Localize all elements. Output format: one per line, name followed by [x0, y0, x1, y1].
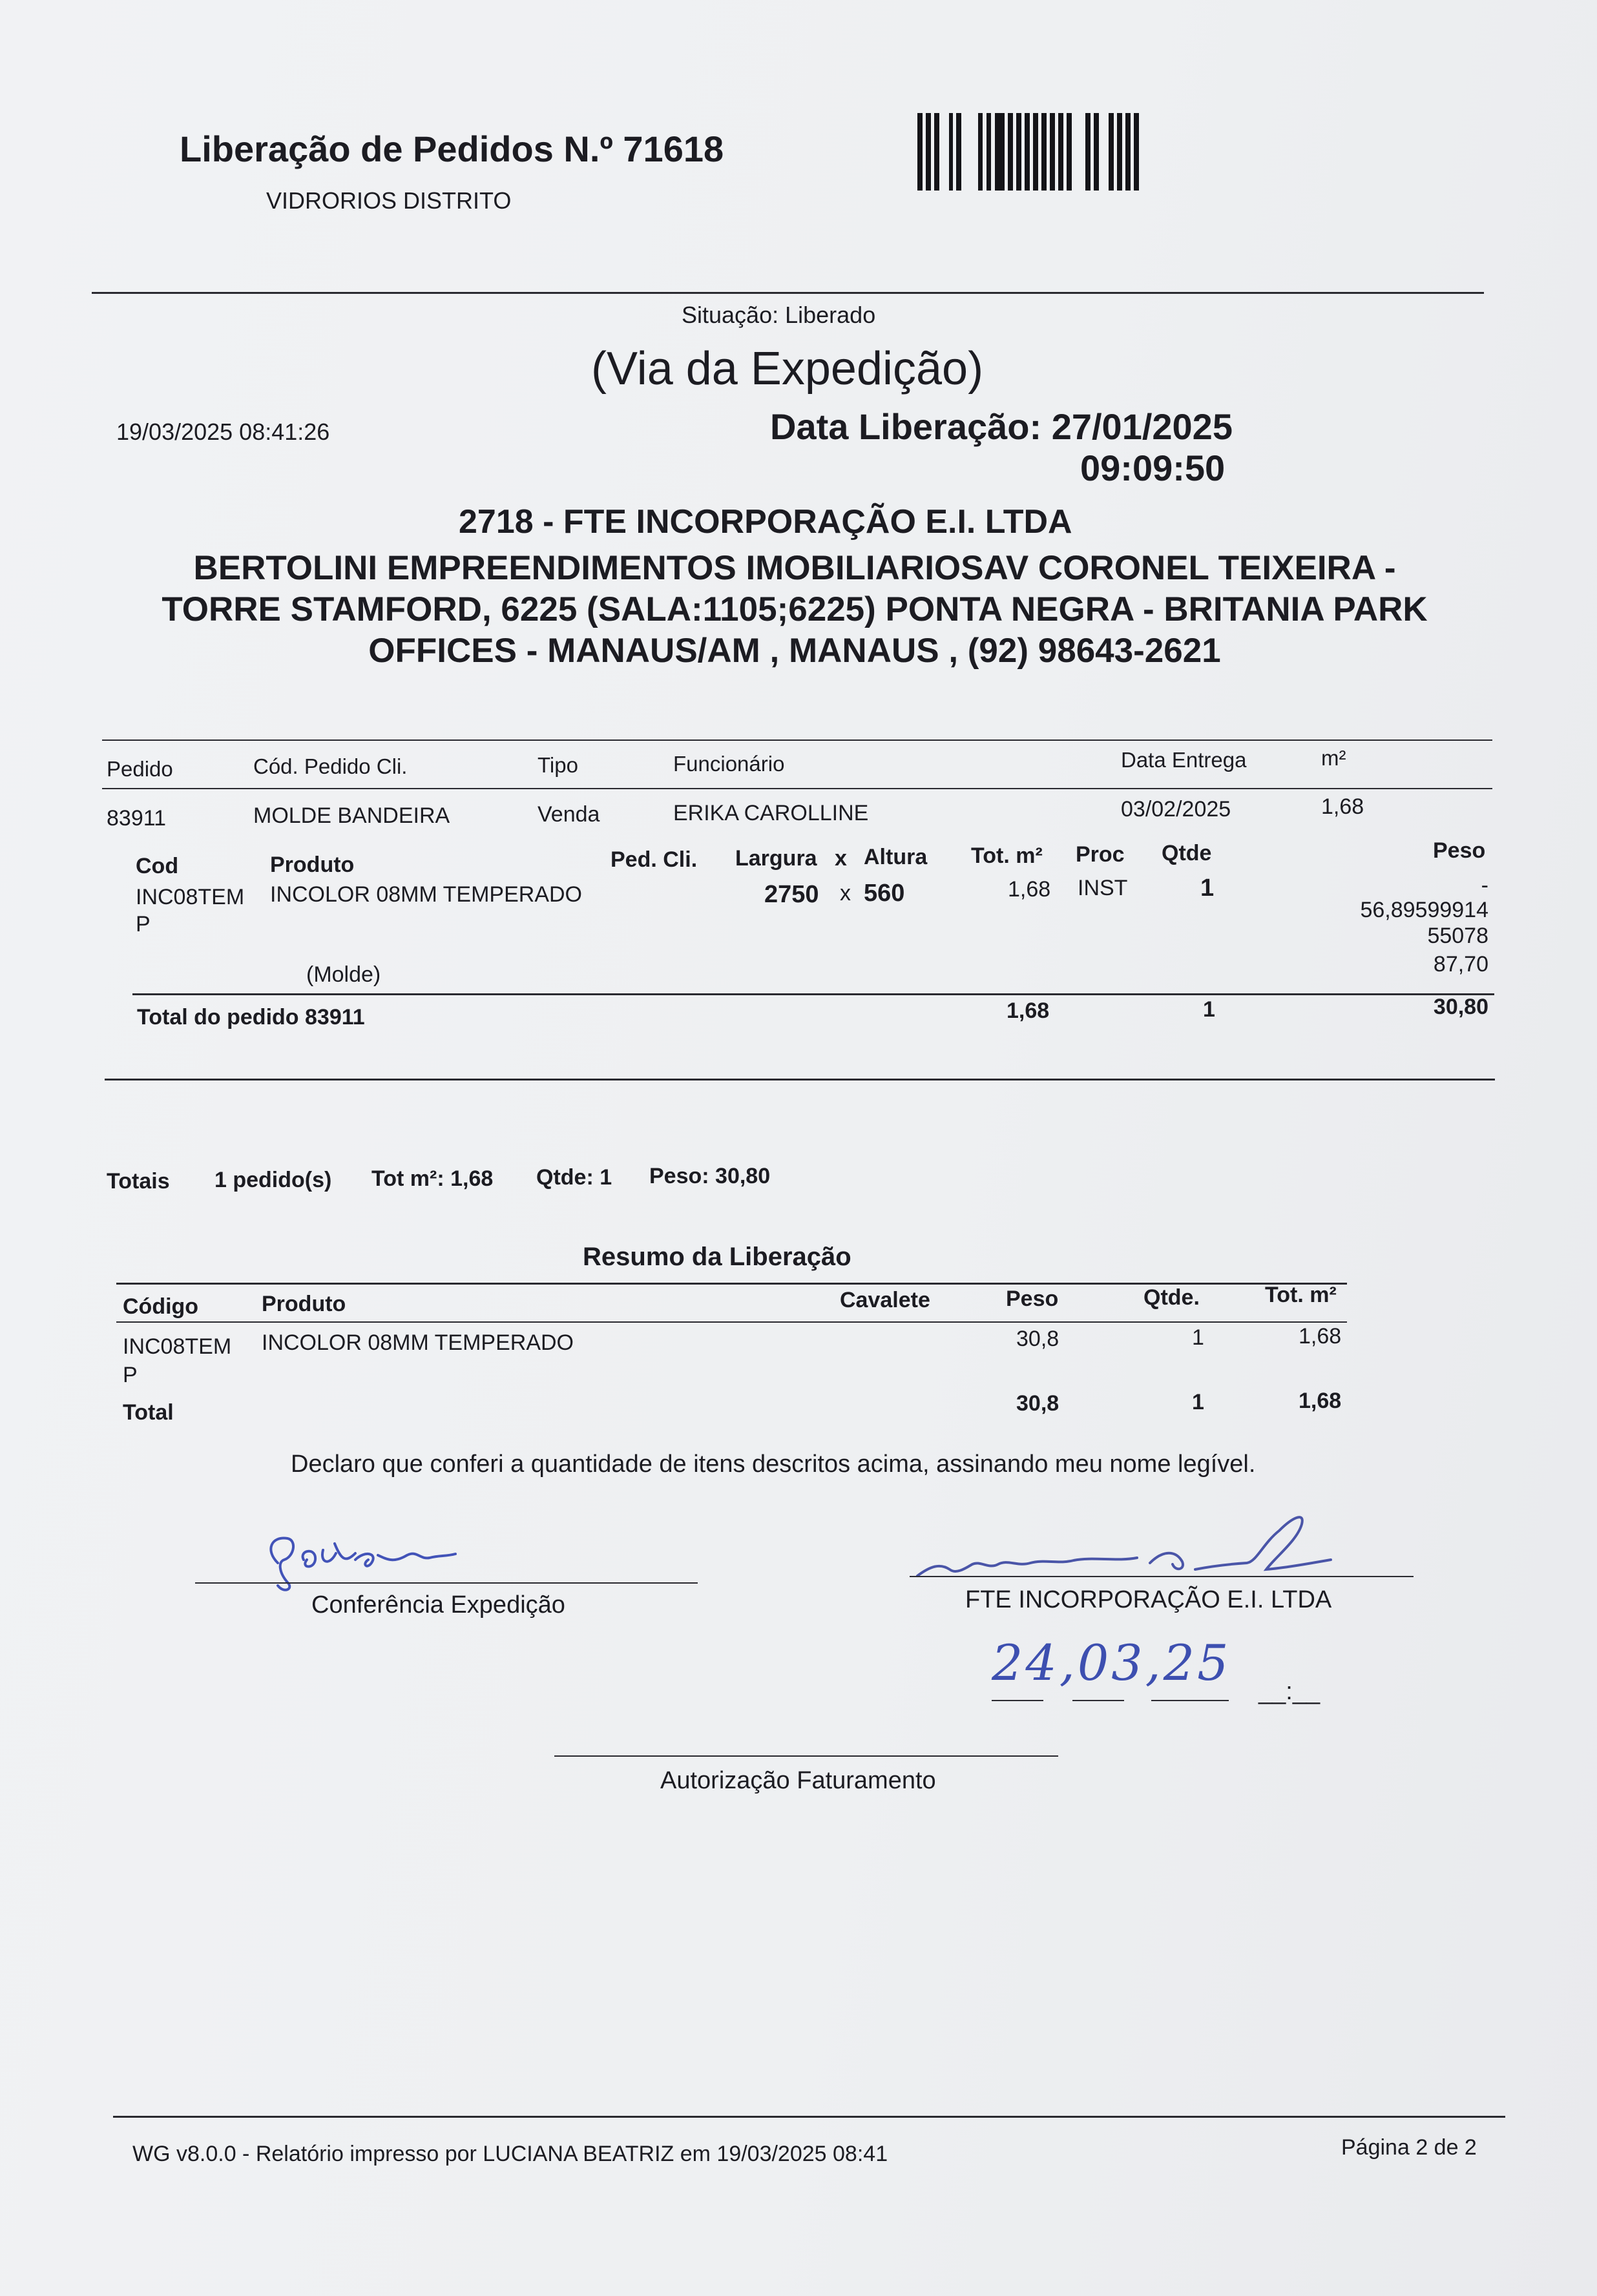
summary-header-codigo: Código — [123, 1294, 199, 1319]
order-funcionario: ERIKA CAROLLINE — [673, 801, 869, 825]
item-header-largura: Largura — [735, 846, 817, 871]
item-qtde: 1 — [1200, 874, 1215, 902]
col-header-funcionario: Funcionário — [673, 752, 785, 776]
print-datetime: 19/03/2025 08:41:26 — [116, 419, 330, 445]
item-header-proc: Proc — [1076, 842, 1125, 867]
release-time: 09:09:50 — [1080, 448, 1226, 488]
item-x: x — [840, 881, 851, 905]
footer-print-info: WG v8.0.0 - Relatório impresso por LUCIANA BEATRIZ em 19/03/2025 08:41 — [132, 2142, 888, 2166]
handwritten-date: 24,03,25 — [992, 1634, 1231, 1691]
summary-header-tot-m2: Tot. m² — [1265, 1283, 1337, 1307]
item-peso-line: 87,70 — [1433, 952, 1488, 977]
summary-header-peso: Peso — [1006, 1287, 1059, 1311]
summary-qtde: 1 — [1192, 1325, 1204, 1350]
order-header-rule — [102, 788, 1492, 789]
declaration-text: Declaro que conferi a quantidade de itens descritos acima, assinando meu nome legível. — [291, 1451, 1256, 1478]
totals-pedidos: 1 pedido(s) — [214, 1168, 332, 1192]
col-header-data-entrega: Data Entrega — [1121, 748, 1247, 772]
item-altura: 560 — [864, 880, 905, 907]
address-line: TORRE STAMFORD, 6225 (SALA:1105;6225) PONTA NEGRA - BRITANIA PARK — [162, 590, 1428, 628]
date-blank-day — [992, 1700, 1043, 1701]
signature-label-fte: FTE INCORPORAÇÃO E.I. LTDA — [965, 1586, 1332, 1613]
order-cod-pedido-cli: MOLDE BANDEIRA — [253, 803, 450, 828]
item-peso-line: 55078 — [1427, 924, 1488, 948]
order-total-qtde: 1 — [1203, 997, 1215, 1022]
col-header-pedido: Pedido — [107, 757, 173, 781]
totals-tot-m2: Tot m²: 1,68 — [371, 1166, 494, 1191]
handwritten-signature-conferencia — [258, 1524, 472, 1595]
document-title: Liberação de Pedidos N.º 71618 — [180, 129, 724, 169]
signature-label-conferencia: Conferência Expedição — [311, 1591, 565, 1619]
order-pedido: 83911 — [107, 806, 167, 831]
item-header-x: x — [835, 846, 847, 871]
copy-label: (Via da Expedição) — [591, 343, 984, 395]
signature-line-autorizacao — [554, 1755, 1058, 1757]
order-data-entrega: 03/02/2025 — [1121, 797, 1231, 822]
item-header-cod: Cod — [136, 854, 179, 878]
summary-header-cavalete: Cavalete — [840, 1288, 930, 1312]
summary-header-produto: Produto — [262, 1292, 346, 1316]
client-name: 2718 - FTE INCORPORAÇÃO E.I. LTDA — [459, 503, 1072, 541]
item-peso-line: 56,89599914 — [1360, 898, 1488, 922]
client-address — [97, 548, 1492, 672]
summary-codigo: INC08TEM — [123, 1334, 232, 1359]
item-header-peso: Peso — [1433, 838, 1486, 863]
signature-line-conferencia — [195, 1582, 698, 1584]
item-header-qtde: Qtde — [1162, 841, 1212, 865]
summary-total-qtde: 1 — [1192, 1390, 1204, 1414]
col-header-cod-pedido-cli: Cód. Pedido Cli. — [253, 754, 408, 778]
summary-total-tot-m2: 1,68 — [1299, 1389, 1342, 1413]
order-table-bottom-rule — [105, 1079, 1495, 1081]
summary-codigo-cont: P — [123, 1363, 138, 1387]
summary-produto: INCOLOR 08MM TEMPERADO — [262, 1330, 574, 1355]
item-tot-m2: 1,68 — [1008, 877, 1051, 902]
order-total-label: Total do pedido 83911 — [137, 1005, 365, 1029]
summary-total-peso: 30,8 — [1016, 1391, 1059, 1416]
order-total-m2: 1,68 — [1007, 998, 1050, 1023]
col-header-tipo: Tipo — [538, 753, 578, 777]
item-cod-cont: P — [136, 912, 151, 936]
status-label: Situação: Liberado — [682, 302, 876, 328]
item-molde-note: (Molde) — [306, 962, 381, 987]
item-header-produto: Produto — [270, 853, 355, 877]
release-date: Data Liberação: 27/01/2025 — [770, 406, 1233, 447]
date-blank-year — [1151, 1700, 1229, 1701]
item-cod: INC08TEM — [136, 885, 245, 909]
summary-title: Resumo da Liberação — [583, 1243, 851, 1271]
footer-rule — [113, 2116, 1505, 2118]
item-produto: INCOLOR 08MM TEMPERADO — [270, 882, 583, 907]
signature-label-autorizacao: Autorização Faturamento — [660, 1767, 936, 1794]
summary-total-label: Total — [123, 1400, 174, 1425]
header-divider — [92, 292, 1484, 294]
item-proc: INST — [1078, 876, 1128, 900]
order-total-rule — [132, 993, 1494, 995]
page-number: Página 2 de 2 — [1341, 2135, 1477, 2160]
address-line: OFFICES - MANAUS/AM , MANAUS , (92) 98643-2621 — [368, 632, 1221, 670]
summary-peso: 30,8 — [1016, 1327, 1059, 1351]
address-line: BERTOLINI EMPREENDIMENTOS IMOBILIARIOSAV CORONEL TEIXEIRA - — [193, 549, 1396, 587]
totals-label: Totais — [107, 1169, 170, 1194]
col-header-m2: m² — [1321, 746, 1346, 770]
company-name: VIDRORIOS DISTRITO — [266, 187, 512, 214]
order-tipo: Venda — [538, 802, 600, 827]
time-blank: __:__ — [1258, 1678, 1320, 1705]
totals-peso: Peso: 30,80 — [649, 1164, 771, 1188]
item-header-ped-cli: Ped. Cli. — [611, 847, 698, 872]
barcode-icon — [917, 113, 1166, 191]
item-header-tot-m2: Tot. m² — [971, 843, 1043, 868]
order-total-peso: 30,80 — [1433, 995, 1488, 1019]
summary-header-rule — [116, 1321, 1347, 1323]
summary-tot-m2: 1,68 — [1299, 1324, 1342, 1349]
item-largura: 2750 — [764, 881, 819, 908]
item-peso-line: - — [1481, 873, 1488, 898]
item-header-altura: Altura — [864, 845, 928, 869]
totals-qtde: Qtde: 1 — [536, 1165, 612, 1190]
order-table-top-rule — [102, 739, 1492, 741]
signature-line-fte — [910, 1576, 1414, 1577]
summary-top-rule — [116, 1283, 1347, 1285]
order-m2: 1,68 — [1321, 794, 1364, 819]
date-blank-month — [1072, 1700, 1124, 1701]
summary-header-qtde: Qtde. — [1143, 1285, 1200, 1310]
